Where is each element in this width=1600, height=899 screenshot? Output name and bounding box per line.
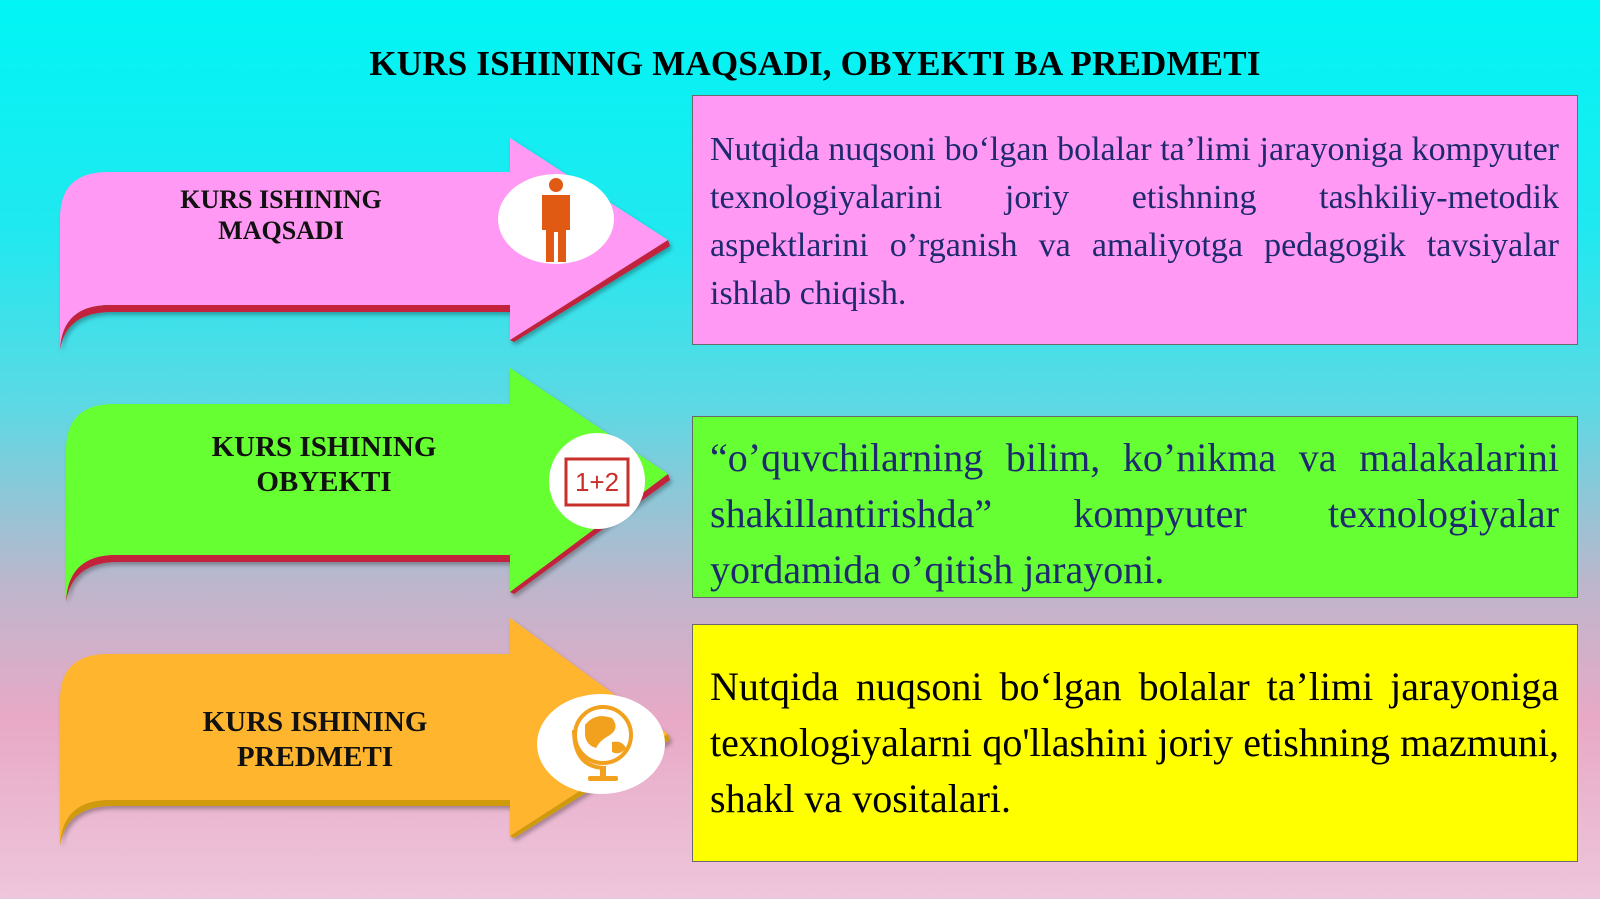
text-obyekti: “o’quvchilarning bilim, ko’nikma va malakalarini shakillantirishda” kompyuter texnologiyalar yordamida o’qitish jarayoni. [710,435,1559,592]
person-icon [498,174,614,264]
math-board-icon [549,433,645,529]
math-board-text: 1+2 [574,467,620,497]
label-obyekti: KURS ISHINING OBYEKTI [211,431,437,498]
label-predmeti: KURS ISHINING PREDMETI [202,706,428,773]
text-predmeti: Nutqida nuqsoni bo‘lgan bolalar ta’limi jarayoniga texnologiyalarni qo'llashini joriy etishning mazmuni, shakl va vositalari. [710,664,1559,821]
globe-icon [537,694,665,794]
text-maqsadi: Nutqida nuqsoni bo‘lgan bolalar ta’limi jarayoniga kompyuter texnologiyalarini joriy etishning tashkiliy-metodik aspektlarini o’rganish va amaliyotga pedagogik tavsiyalar ishlab chiqish. [710,131,1559,312]
label-maqsadi: KURS ISHINING MAQSADI [180,185,382,246]
box-predmeti [692,624,1578,862]
box-maqsadi [692,95,1578,345]
page-title: KURS ISHINING MAQSADI, OBYEKTI BA PREDMETI [369,44,1261,83]
box-obyekti [692,416,1578,598]
